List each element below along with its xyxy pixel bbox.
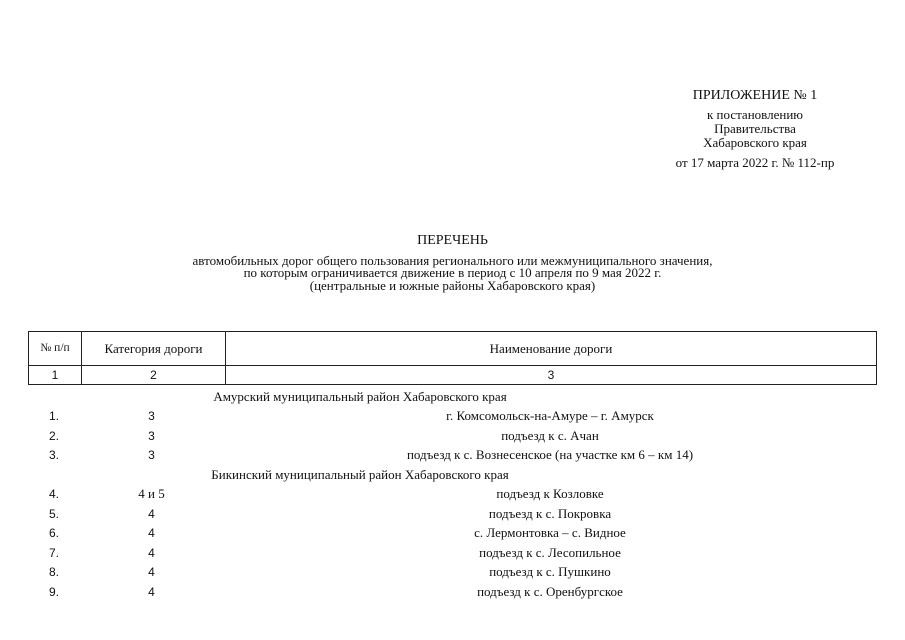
row-name: подъезд к с. Вознесенское (на участке км 6 – км 14) <box>406 447 694 463</box>
row-name: с. Лермонтовка – с. Видное <box>474 525 626 541</box>
row-name: подъезд к Козловке <box>496 486 604 502</box>
col-number: 3 <box>226 366 877 385</box>
appendix-title: ПРИЛОЖЕНИЕ № 1 <box>692 88 818 103</box>
row-category: 3 <box>148 409 155 424</box>
row-num: 4. <box>48 487 59 502</box>
row-name: г. Комсомольск-на-Амуре – г. Амурск <box>446 408 654 424</box>
appendix-line: Правительства <box>714 121 796 136</box>
row-num: 2. <box>48 428 59 443</box>
row-category: 4 <box>148 545 155 560</box>
row-name: подъезд к с. Покровка <box>488 505 612 521</box>
row-category: 4 и 5 <box>138 486 165 502</box>
row-num: 3. <box>48 448 59 463</box>
appendix-date: от 17 марта 2022 г. № 112-пр <box>675 155 835 170</box>
row-name: подъезд к с. Пушкино <box>489 564 611 580</box>
table-row <box>28 582 877 602</box>
row-num: 1. <box>48 409 59 424</box>
header-num: № п/п <box>29 332 82 366</box>
row-category: 4 <box>148 584 155 599</box>
heading-line: по которым ограничивается движение в период с 10 апреля по 9 мая 2022 г. <box>243 265 662 280</box>
roads-table-header <box>28 331 877 385</box>
row-num: 7. <box>48 545 59 560</box>
roads-table-body <box>28 387 877 602</box>
table-row <box>28 504 877 524</box>
header-name: Наименование дороги <box>226 332 877 366</box>
table-row <box>28 563 877 583</box>
row-num: 8. <box>48 565 59 580</box>
row-category: 3 <box>148 428 155 443</box>
table-row <box>28 543 877 563</box>
col-number: 2 <box>82 366 226 385</box>
row-num: 5. <box>48 506 59 521</box>
heading-line: (центральные и южные районы Хабаровского края) <box>309 277 596 293</box>
table-row <box>28 446 877 466</box>
row-category: 4 <box>148 506 155 521</box>
col-number: 1 <box>29 366 82 385</box>
appendix-line: к постановлению <box>706 107 804 122</box>
table-row <box>28 524 877 544</box>
row-num: 9. <box>48 584 59 599</box>
header-category: Категория дороги <box>82 332 226 366</box>
row-name: подъезд к с. Лесопильное <box>479 544 621 560</box>
district-heading: Амурский муниципальный район Хабаровского края <box>213 388 507 404</box>
row-num: 6. <box>48 526 59 541</box>
appendix-block <box>640 89 870 170</box>
row-name: подъезд к с. Оренбургское <box>477 583 623 599</box>
table-row <box>28 407 877 427</box>
row-category: 4 <box>148 526 155 541</box>
row-name: подъезд к с. Ачан <box>501 427 599 443</box>
document-title: ПЕРЕЧЕНЬ <box>417 233 488 248</box>
row-category: 4 <box>148 565 155 580</box>
table-row <box>28 485 877 505</box>
document-heading <box>110 235 795 292</box>
row-category: 3 <box>148 448 155 463</box>
heading-line: автомобильных дорог общего пользования регионального или межмуниципального значения, <box>192 252 713 268</box>
appendix-line: Хабаровского края <box>703 135 807 150</box>
table-row <box>28 426 877 446</box>
district-heading: Бикинский муниципальный район Хабаровского края <box>211 466 509 482</box>
